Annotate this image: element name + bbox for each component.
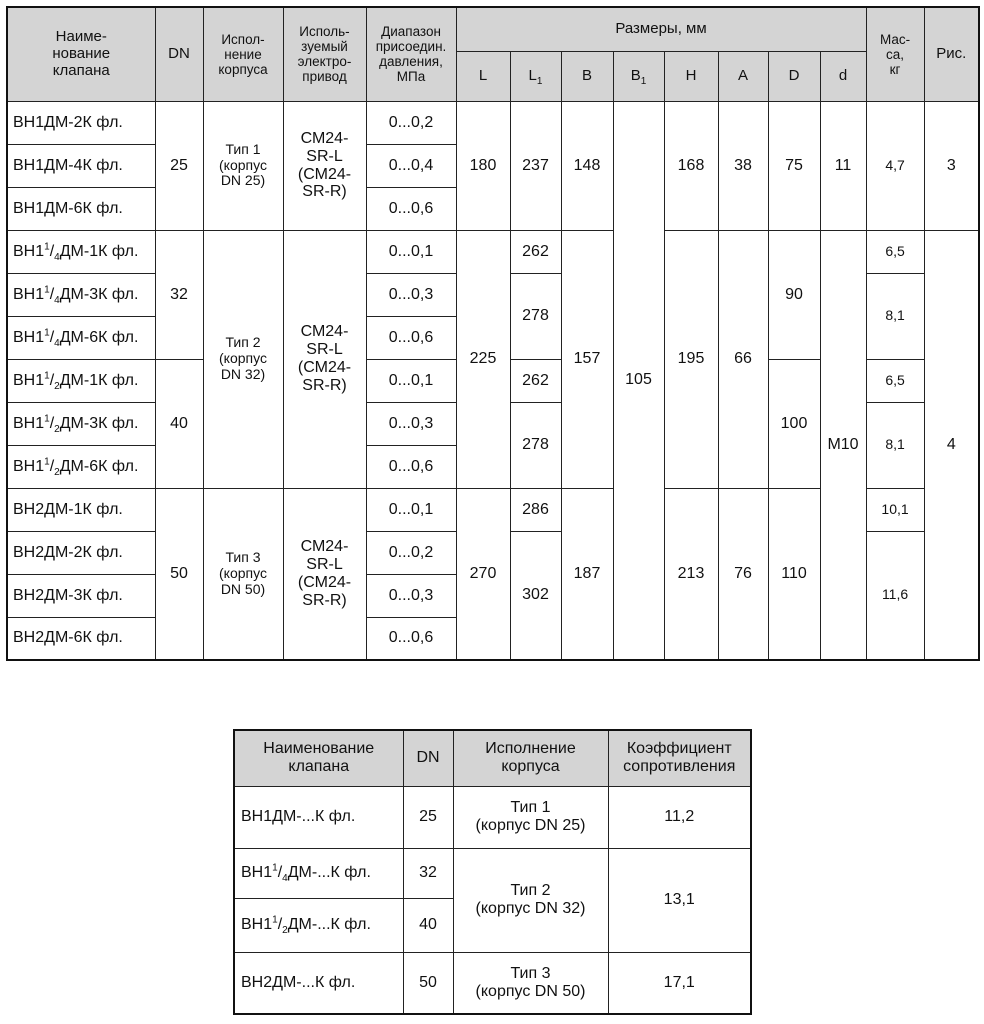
valve-name: ВН2ДМ-3К фл. <box>7 574 155 617</box>
mass-cell: 10,1 <box>866 488 924 531</box>
body-type-cell: Тип 3 (корпус DN 50) <box>203 488 283 660</box>
col-header-name: Наиме- нование клапана <box>7 7 155 101</box>
dim-d-cell: M10 <box>820 230 866 660</box>
dim-L1-cell: 278 <box>510 402 561 488</box>
dim-B1-cell: 105 <box>613 101 664 660</box>
pressure-cell: 0...0,3 <box>366 273 456 316</box>
drive-cell: СМ24- SR-L (СМ24- SR-R) <box>283 101 366 230</box>
dn-cell: 25 <box>155 101 203 230</box>
valve-name: $ВН1^1/_4ДМ-...К$ фл. <box>234 848 403 898</box>
dim-d-cell: 11 <box>820 101 866 230</box>
pressure-cell: 0...0,2 <box>366 531 456 574</box>
table-row <box>234 848 751 898</box>
body-type-cell: Тип 2 (корпус DN 32) <box>203 230 283 488</box>
coefficient-cell: 11,2 <box>608 786 751 848</box>
dim-D-cell: 75 <box>768 101 820 230</box>
pressure-cell: 0...0,2 <box>366 101 456 144</box>
dim-A-cell: 38 <box>718 101 768 230</box>
dn-cell: 40 <box>155 359 203 488</box>
pressure-cell: 0...0,1 <box>366 488 456 531</box>
col-header-coefficient: Коэффициент сопротивления <box>608 730 751 786</box>
body-type-cell: Тип 1 (корпус DN 25) <box>453 786 608 848</box>
col-header-name: Наименование клапана <box>234 730 403 786</box>
col-header-mass: Мас- са, кг <box>866 7 924 101</box>
valve-name: $ВН1^1/_4ДМ-1К$ фл. <box>7 230 155 273</box>
dn-cell: 32 <box>403 848 453 898</box>
drive-cell: СМ24- SR-L (СМ24- SR-R) <box>283 488 366 660</box>
col-header-figure: Рис. <box>924 7 979 101</box>
col-header-L: L <box>456 51 510 101</box>
dim-H-cell: 195 <box>664 230 718 488</box>
mass-cell: 11,6 <box>866 531 924 660</box>
dim-B-cell: 187 <box>561 488 613 660</box>
col-header-drive: Исполь- зуемый электро- привод <box>283 7 366 101</box>
pressure-cell: 0...0,4 <box>366 144 456 187</box>
drive-cell: СМ24- SR-L (СМ24- SR-R) <box>283 230 366 488</box>
pressure-cell: 0...0,1 <box>366 359 456 402</box>
valve-name: ВН2ДМ-...К фл. <box>234 952 403 1014</box>
mass-cell: 6,5 <box>866 230 924 273</box>
dim-L1-cell: 237 <box>510 101 561 230</box>
dim-D-cell: 100 <box>768 359 820 488</box>
valve-name: $ВН1^1/_4ДМ-6К$ фл. <box>7 316 155 359</box>
pressure-cell: 0...0,6 <box>366 617 456 660</box>
col-header-B1: $B_1$ <box>613 51 664 101</box>
dn-cell: 50 <box>403 952 453 1014</box>
valve-name: $ВН1^1/_4ДМ-3К$ фл. <box>7 273 155 316</box>
dim-L1-cell: 302 <box>510 531 561 660</box>
dim-D-cell: 110 <box>768 488 820 660</box>
body-type-cell: Тип 3 (корпус DN 50) <box>453 952 608 1014</box>
dim-B-cell: 148 <box>561 101 613 230</box>
valve-name: $ВН1^1/_2ДМ-3К$ фл. <box>7 402 155 445</box>
resistance-coefficient-table <box>233 729 752 1015</box>
valve-name: ВН2ДМ-1К фл. <box>7 488 155 531</box>
dn-cell: 32 <box>155 230 203 359</box>
pressure-cell: 0...0,6 <box>366 316 456 359</box>
dim-L1-cell: 262 <box>510 359 561 402</box>
mass-cell: 8,1 <box>866 402 924 488</box>
col-header-L1: $L_1$ <box>510 51 561 101</box>
dim-D-cell: 90 <box>768 230 820 359</box>
valve-name: $ВН1^1/_2ДМ-1К$ фл. <box>7 359 155 402</box>
dim-A-cell: 66 <box>718 230 768 488</box>
col-header-dn: DN <box>403 730 453 786</box>
dim-L1-cell: 262 <box>510 230 561 273</box>
col-header-B: B <box>561 51 613 101</box>
col-header-A: A <box>718 51 768 101</box>
dim-L1-cell: 278 <box>510 273 561 359</box>
pressure-cell: 0...0,3 <box>366 402 456 445</box>
col-header-dimensions: Размеры, мм <box>456 7 866 51</box>
valve-name: ВН1ДМ-2К фл. <box>7 101 155 144</box>
body-type-cell: Тип 1 (корпус DN 25) <box>203 101 283 230</box>
body-type-cell: Тип 2 (корпус DN 32) <box>453 848 608 952</box>
dim-L-cell: 225 <box>456 230 510 488</box>
table-row <box>7 230 979 273</box>
col-header-d: d <box>820 51 866 101</box>
dim-L-cell: 270 <box>456 488 510 660</box>
coefficient-cell: 13,1 <box>608 848 751 952</box>
valve-name: ВН2ДМ-2К фл. <box>7 531 155 574</box>
figure-cell: 4 <box>924 230 979 660</box>
figure-cell: 3 <box>924 101 979 230</box>
mass-cell: 6,5 <box>866 359 924 402</box>
pressure-cell: 0...0,6 <box>366 187 456 230</box>
pressure-cell: 0...0,1 <box>366 230 456 273</box>
col-header-body: Исполнение корпуса <box>453 730 608 786</box>
dim-H-cell: 168 <box>664 101 718 230</box>
dim-H-cell: 213 <box>664 488 718 660</box>
dn-cell: 50 <box>155 488 203 660</box>
dn-cell: 40 <box>403 898 453 952</box>
dim-L-cell: 180 <box>456 101 510 230</box>
col-header-body: Испол- нение корпуса <box>203 7 283 101</box>
table-row <box>234 786 751 848</box>
mass-cell: 4,7 <box>866 101 924 230</box>
valve-name: ВН2ДМ-6К фл. <box>7 617 155 660</box>
table-row <box>234 952 751 1014</box>
col-header-pressure: Диапазон присоедин. давления, МПа <box>366 7 456 101</box>
dim-B-cell: 157 <box>561 230 613 488</box>
pressure-cell: 0...0,3 <box>366 574 456 617</box>
col-header-D: D <box>768 51 820 101</box>
dn-cell: 25 <box>403 786 453 848</box>
valve-name: ВН1ДМ-6К фл. <box>7 187 155 230</box>
valve-dimensions-table <box>6 6 980 661</box>
valve-name: $ВН1^1/_2ДМ-6К$ фл. <box>7 445 155 488</box>
col-header-dn: DN <box>155 7 203 101</box>
col-header-H: H <box>664 51 718 101</box>
dim-A-cell: 76 <box>718 488 768 660</box>
pressure-cell: 0...0,6 <box>366 445 456 488</box>
valve-name: $ВН1^1/_2ДМ-...К$ фл. <box>234 898 403 952</box>
coefficient-cell: 17,1 <box>608 952 751 1014</box>
table-row <box>7 101 979 144</box>
mass-cell: 8,1 <box>866 273 924 359</box>
dim-L1-cell: 286 <box>510 488 561 531</box>
valve-name: ВН1ДМ-...К фл. <box>234 786 403 848</box>
valve-name: ВН1ДМ-4К фл. <box>7 144 155 187</box>
